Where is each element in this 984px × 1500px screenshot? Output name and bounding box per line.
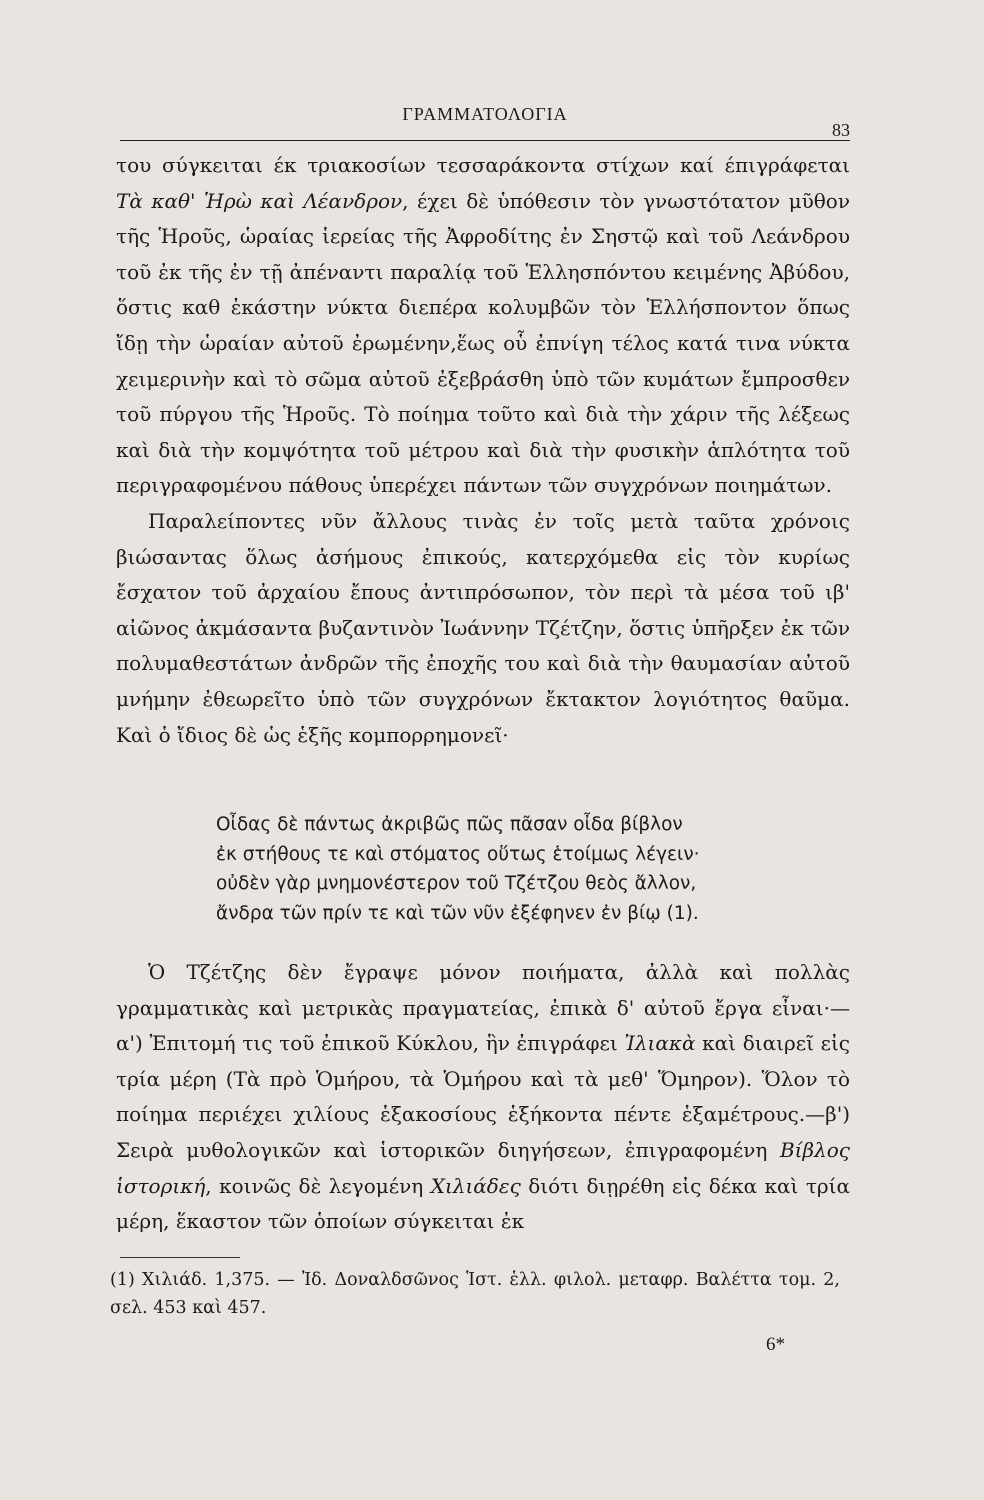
- work-title: Ἰλιακὰ: [624, 1031, 696, 1056]
- paragraph-text: του σύγκειται έκ τριακοσίων τεσσαράκοντα στίχων καί έπιγράφεται: [116, 153, 850, 177]
- signature-mark: 6*: [766, 1334, 785, 1355]
- verse-line: οὐδὲν γὰρ μνημονέστερον τοῦ Τζέτζου θεὸς ἄλλον,: [216, 873, 697, 894]
- verse-line: ἐκ στήθους τε καὶ στόματος οὕτως ἑτοίμως λέγειν·: [216, 843, 700, 865]
- page-header: [120, 104, 850, 140]
- paragraph-text: καὶ διαιρεῖ εἰς τρία μέρη (Τὰ πρὸ Ὁμήρου, τὰ Ὁμήρου καὶ τὰ μεθ' Ὅμηρον). Ὅλον τὸ ποίημα περιέχει χιλίους ἑξακοσίους ἑξήκοντα πέντε ἑξαμέτρους.—β') Σειρὰ μυθολογικῶν καὶ ἱστορικῶν διηγήσεων, ἐπιγραφομένη: [116, 1031, 851, 1162]
- verse-quotation: [216, 810, 836, 928]
- main-text-lower: [116, 955, 850, 1240]
- paragraph-tzetzes-works: [116, 955, 850, 1240]
- work-title: Βίβλος ἱστορική: [116, 1137, 850, 1198]
- paragraph-text: , κοινῶς δὲ λεγομένη: [205, 1173, 431, 1198]
- work-title: Χιλιάδες: [430, 1173, 521, 1198]
- paragraph-hero-leander: [116, 148, 850, 504]
- paragraph-text: , έχει δὲ ὑπόθεσιν τὸν γνωστότατον μῦθον τῆς Ἡροῦς, ὡραίας ἱερείας τῆς Ἀφροδίτης ἐν Σηστῷ καὶ τοῦ Λεάνδρου τοῦ ἐκ τῆς ἐν τῇ ἀπέναντι παραλίᾳ τοῦ Ἑλλησπόντου κειμένης Ἀβύδου, ὅστις καθ ἑκάστην νύκτα διεπέρα κολυμβῶν τὸν Ἑλλήσποντον ὅπως ἴδῃ τὴν ὡραίαν αὐτοῦ ἐρωμένην,ἕως οὗ ἐπνίγη τέλος κατά τινα νύκτα χειμερινὴν καὶ τὸ σῶμα αὐτοῦ ἐξεβράσθη ὑπὸ τῶν κυμάτων ἔμπροσθεν τοῦ πύργου τῆς Ἡροῦς. Τὸ ποίημα τοῦτο καὶ διὰ τὴν χάριν τῆς λέξεως καὶ διὰ τὴν κομψότητα τοῦ μέτρου καὶ διὰ τὴν φυσικὴν ἁπλότητα τοῦ περιγραφομένου πάθους ὑπερέχει πάντων τῶν συγχρόνων ποιημάτων.: [116, 188, 850, 498]
- verse-line: Οἶδας δὲ πάντως ἀκριβῶς πῶς πᾶσαν οἶδα βίβλον: [216, 814, 683, 835]
- paragraph-text: Ὁ Τζέτζης δὲν ἔγραψε μόνον ποιήματα, ἀλλὰ καὶ πολλὰς γραμματικὰς καὶ μετρικὰς πραγματείας, ἐπικὰ δ' αὐτοῦ ἔργα εἶναι·—α') Ἐπιτομή τις τοῦ ἐπικοῦ Κύκλου, ἣν ἐπιγράφει: [116, 960, 850, 1056]
- footnote: (1) Χιλιάδ. 1,375. — Ἰδ. Δοναλδσῶνος Ἱστ. ἑλλ. φιλολ. μεταφρ. Βαλέττα τομ. 2, σελ. 453 καὶ 457.: [110, 1270, 840, 1318]
- main-text-upper: [116, 148, 850, 753]
- verse-line: ἄνδρα τῶν πρίν τε καὶ τῶν νῦν ἐξέφηνεν ἐν βίῳ (1).: [216, 902, 699, 924]
- page-number: 83: [832, 120, 850, 140]
- paragraph-tzetzes-intro: Παραλείποντες νῦν ἄλλους τινὰς ἐν τοῖς μετὰ ταῦτα χρόνοις βιώσαντας ὅλως ἀσήμους ἐπικούς, κατερχόμεθα εἰς τὸν κυρίως ἔσχατον τοῦ ἀρχαίου ἔπους ἀντιπρόσωπον, τὸν περὶ τὰ μέσα τοῦ ιβ' αἰῶνος ἀκμάσαντα βυζαντινὸν Ἰωάννην Τζέτζην, ὅστις ὑπῆρξεν ἐκ τῶν πολυμαθεστάτων ἀνδρῶν τῆς ἐποχῆς του καὶ διὰ τὴν θαυμασίαν αὐτοῦ μνήμην ἐθεωρεῖτο ὑπὸ τῶν συγχρόνων ἔκτακτον λογιότητος θαῦμα. Καὶ ὁ ἴδιος δὲ ὡς ἑξῆς κομπορρημονεῖ·: [116, 508, 850, 747]
- running-title: ΓΡΑΜΜΑΤΟΛΟΓΙΑ: [402, 104, 568, 124]
- work-title: Τὰ καθ' Ἡρὼ καὶ Λέανδρον: [116, 188, 403, 213]
- footnote-rule: [120, 1257, 240, 1258]
- header-rule: [120, 140, 850, 141]
- paragraph-text: διότι διῃρέθη εἰς δέκα καὶ τρία μέρη, ἕκαστον τῶν ὁποίων σύγκειται ἐκ: [116, 1173, 850, 1234]
